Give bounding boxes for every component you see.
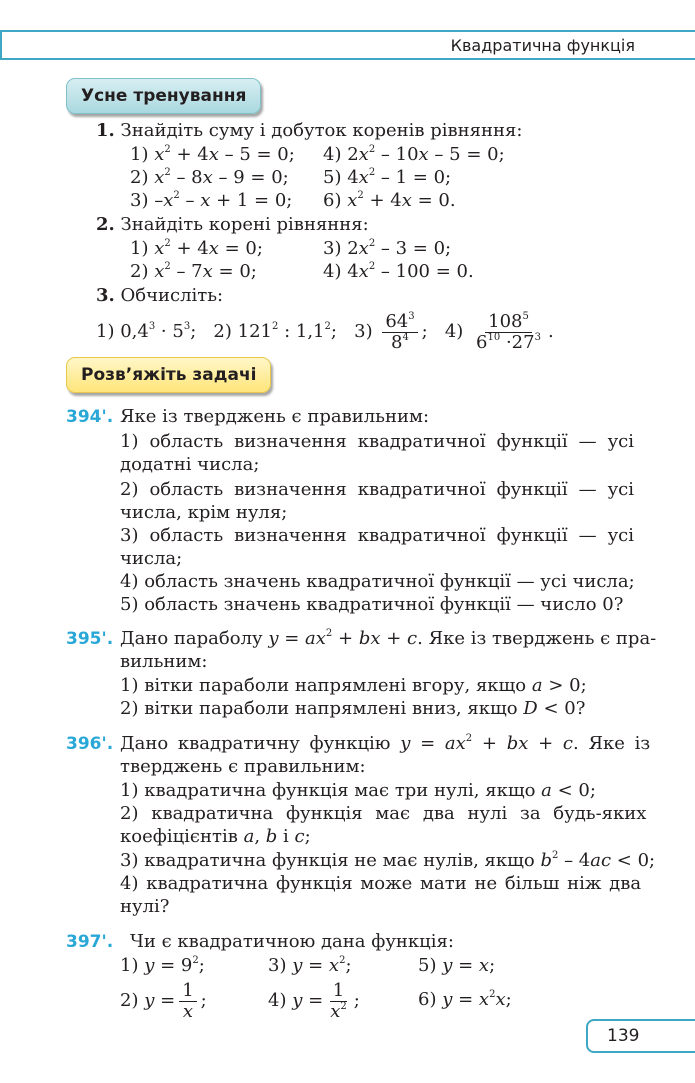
- equation: 6) $x^2 + 4x = 0$.: [323, 190, 456, 211]
- problem-number: 397'.: [66, 932, 114, 952]
- solve-problems-label: Розв’яжіть задачі: [66, 357, 271, 393]
- problem-number: 396'.: [66, 734, 114, 754]
- option: 5) область значень квадратичної функції — число 0?: [120, 594, 624, 615]
- option: 2) область визначення квадратичної функції — усі числа, крім нуля;: [120, 479, 634, 523]
- page-number-box: [586, 1019, 695, 1053]
- option: 1) вітки параболи напрямлені вгору, якщо a > 0;: [120, 675, 587, 696]
- problem-text: вильним:: [120, 651, 208, 672]
- function-option: 1) $y = 9^2$;: [120, 955, 205, 976]
- equation: 4) $4x^2 - 100 = 0$.: [323, 261, 474, 282]
- task-2: 2. Знайдіть корені рівняння:: [96, 214, 369, 235]
- equation: 5) $4x^2 - 1 = 0$;: [323, 167, 452, 188]
- option: 3) область визначення квадратичної функції — усі числа;: [120, 525, 634, 569]
- equation: 1) $x^2 + 4x = 0$;: [130, 238, 263, 259]
- problem-number: 395'.: [66, 629, 114, 649]
- option: коефіцієнтів a, b і c;: [120, 826, 311, 847]
- equation: 4) $2x^2 - 10x - 5 = 0$;: [323, 144, 505, 165]
- option: 2) вітки параболи напрямлені вниз, якщо D < 0?: [120, 698, 586, 719]
- running-header-title: Квадратична функція: [450, 36, 635, 55]
- function-option: 3) $y = x^2$;: [268, 955, 352, 976]
- option: нулі?: [120, 896, 170, 917]
- equation: 2) $x^2 - 7x = 0$;: [130, 261, 257, 282]
- problem-text: Яке із тверджень є правильним:: [120, 406, 430, 427]
- function-option: 2) y = $\frac{1}{x}$ ;: [120, 979, 207, 1022]
- option: 4) квадратична функція може мати не більш ніж два: [120, 873, 642, 894]
- task-3: 3. Обчисліть:: [96, 285, 224, 306]
- option: 1) область визначення квадратичної функції — усі додатні числа;: [120, 431, 634, 475]
- oral-training-label: Усне тренування: [66, 78, 261, 114]
- option: 4) область значень квадратичної функції — усі числа;: [120, 571, 635, 592]
- option: 1) квадратична функція має три нулі, якщо a < 0;: [120, 780, 596, 801]
- equation: 3) $-x^2 - x + 1 = 0$;: [130, 190, 293, 211]
- task-1: 1. Знайдіть суму і добуток коренів рівняння:: [96, 120, 523, 141]
- page-number: 139: [607, 1026, 640, 1046]
- option: 3) квадратична функція не має нулів, якщо $b^2 - 4ac < 0$;: [120, 850, 656, 871]
- equation: 2) $x^2 - 8x - 9 = 0$;: [130, 167, 289, 188]
- equation: 3) $2x^2 - 3 = 0$;: [323, 238, 452, 259]
- equation: 1) $x^2 + 4x - 5 = 0$;: [130, 144, 295, 165]
- problem-number: 394'.: [66, 407, 114, 427]
- problem-text: Чи є квадратичною дана функція:: [130, 931, 454, 952]
- function-option: 6) $y = x^2x$;: [418, 989, 512, 1010]
- function-option: 4) y = $\frac{1}{x^2}$ ;: [268, 979, 360, 1022]
- problem-text: тверджень є правильним:: [120, 756, 366, 777]
- function-option: 5) y = x;: [418, 955, 496, 976]
- problem-text: Дано параболу $y = ax^2$ + bx + c. Яке із тверджень є пра-: [120, 628, 657, 649]
- computations: 1) $0,4^3 \cdot 5^3$; 2) $121^2$ : $1,1^2$; 3) $\frac{64^3}{8^4}$ ; 4) $\frac{108^5}{6^{10} \cdot 27^3}$ .: [96, 310, 554, 353]
- problem-text: Дано квадратичну функцію $y = ax^2$ + bx + c. Яке із: [120, 733, 651, 754]
- option: 2) квадратична функція має два нулі за будь-яких: [120, 803, 647, 824]
